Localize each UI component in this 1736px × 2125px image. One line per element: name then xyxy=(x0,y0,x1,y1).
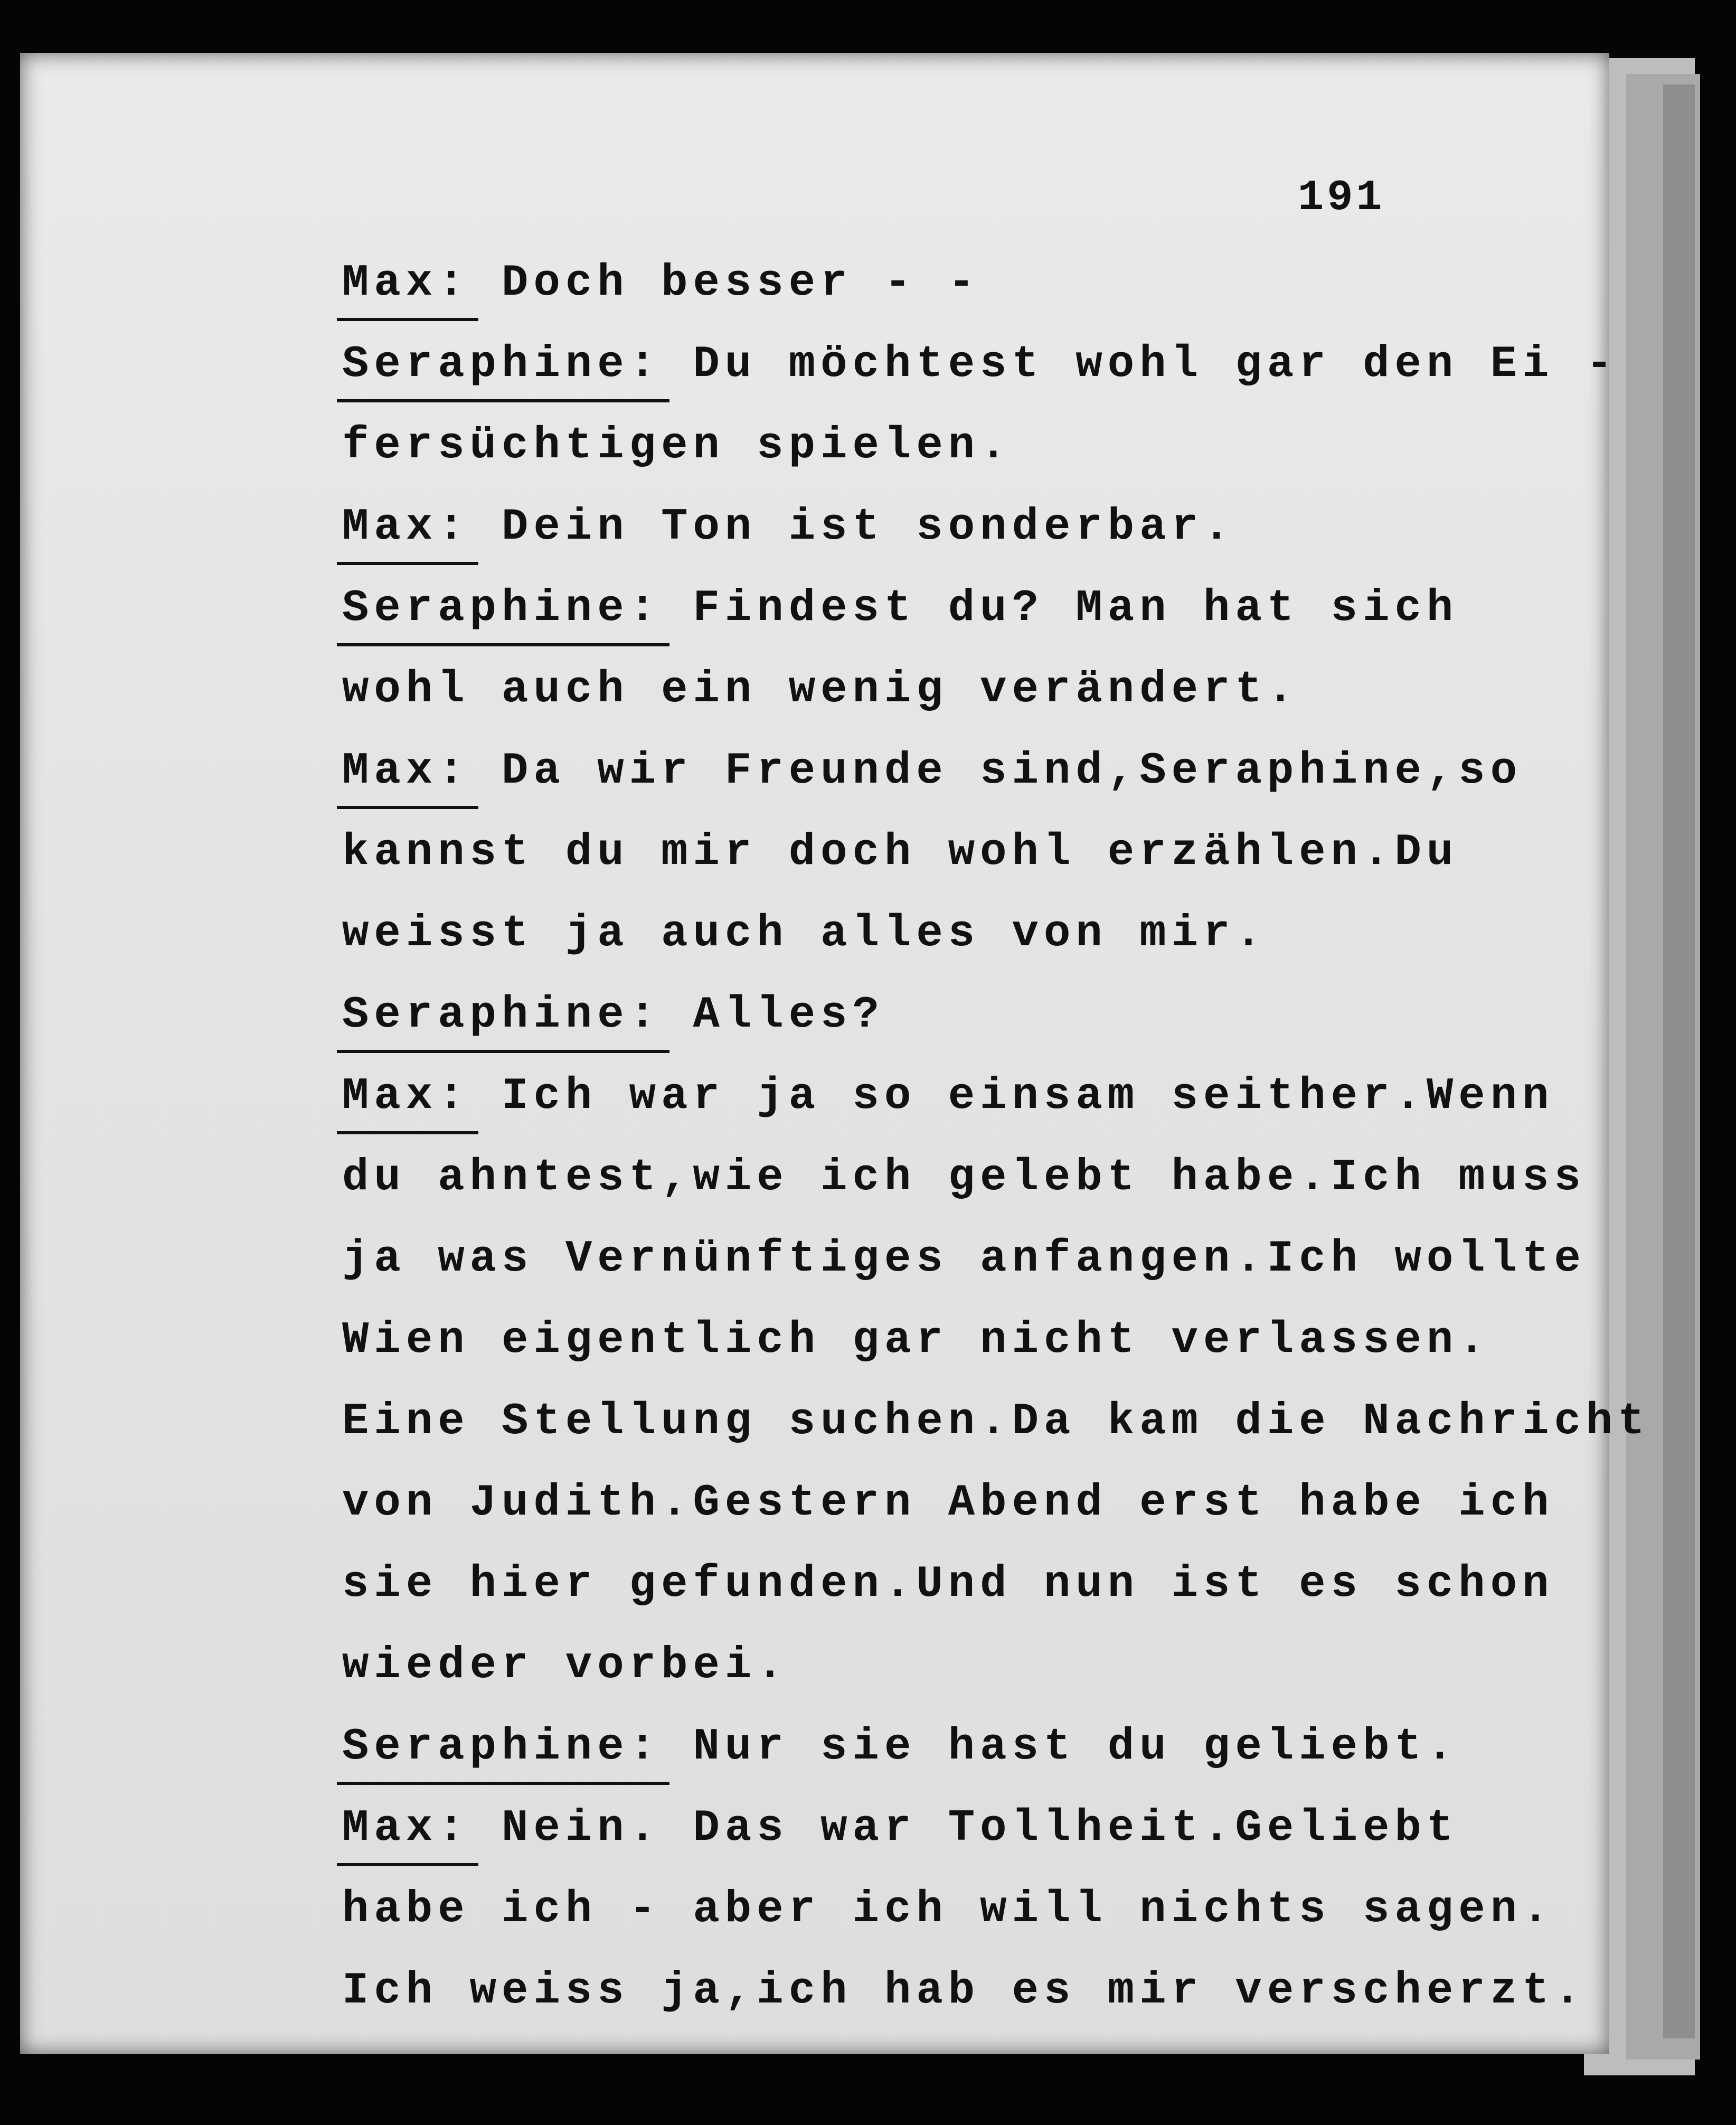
text-line xyxy=(342,975,1530,1056)
text-line xyxy=(342,1056,1554,1137)
line-text: Ich weiss ja,ich hab es mir verscherzt. xyxy=(342,1966,1586,2016)
line-text: du ahntest,wie ich gelebt habe.Ich muss xyxy=(342,1153,1586,1203)
text-line xyxy=(342,731,1530,812)
speaker-label: Max: xyxy=(342,731,470,812)
text-line xyxy=(342,243,1530,324)
speaker-label: Max: xyxy=(342,1056,470,1137)
text-line xyxy=(342,487,1530,568)
line-text: ja was Vernünftiges anfangen.Ich wollte xyxy=(342,1234,1586,1284)
text-line xyxy=(342,568,1530,650)
line-text: Ich war ja so einsam seither.Wenn xyxy=(469,1071,1554,1122)
page-number: 191 xyxy=(1298,173,1385,222)
text-line xyxy=(342,324,1618,406)
text-line xyxy=(342,1544,1554,1625)
line-text: fersüchtigen spielen. xyxy=(342,421,1012,471)
text-line xyxy=(342,650,1530,731)
line-text: Dein Ton ist sonderbar. xyxy=(469,502,1235,552)
speaker-label: Seraphine: xyxy=(342,568,661,650)
line-text: sie hier gefunden.Und nun ist es schon xyxy=(342,1559,1554,1610)
line-text: von Judith.Gestern Abend erst habe ich xyxy=(342,1478,1554,1528)
line-text: Findest du? Man hat sich xyxy=(661,584,1459,634)
speaker-label: Max: xyxy=(342,1788,470,1869)
text-line xyxy=(342,1788,1530,1869)
line-text: habe ich - aber ich will nichts sagen. xyxy=(342,1885,1554,1935)
line-text: Eine Stellung suchen.Da kam die Nachricht xyxy=(342,1397,1650,1447)
text-line xyxy=(342,1381,1650,1463)
text-line xyxy=(342,1951,1586,2032)
line-text: Alles? xyxy=(661,990,884,1040)
text-line xyxy=(342,1707,1530,1788)
line-text: Du möchtest wohl gar den Ei - xyxy=(661,340,1618,390)
text-line xyxy=(342,1463,1554,1544)
line-text: weisst ja auch alles von mir. xyxy=(342,909,1267,959)
text-line xyxy=(342,1219,1586,1300)
speaker-label: Max: xyxy=(342,487,470,568)
speaker-label: Seraphine: xyxy=(342,324,661,406)
line-text: wohl auch ein wenig verändert. xyxy=(342,665,1299,715)
line-text: kannst du mir doch wohl erzählen.Du xyxy=(342,828,1459,878)
speaker-label: Max: xyxy=(342,243,470,324)
dialogue-text xyxy=(342,243,1650,2032)
text-line xyxy=(342,1137,1586,1219)
text-line xyxy=(342,406,1530,487)
line-text: Nein. Das war Tollheit.Geliebt xyxy=(469,1803,1459,1854)
speaker-label: Seraphine: xyxy=(342,1707,661,1788)
line-text: Da wir Freunde sind,Seraphine,so xyxy=(469,746,1523,796)
line-text: Doch besser - - xyxy=(469,258,980,308)
text-line xyxy=(342,1300,1530,1381)
speaker-label: Seraphine: xyxy=(342,975,661,1056)
line-text: wieder vorbei. xyxy=(342,1641,789,1691)
text-line xyxy=(342,1625,1530,1707)
typescript-page xyxy=(20,53,1650,2054)
underlying-sheet xyxy=(1663,84,1695,2038)
text-line xyxy=(342,812,1530,894)
line-text: Wien eigentlich gar nicht verlassen. xyxy=(342,1315,1490,1366)
line-text: Nur sie hast du geliebt. xyxy=(661,1722,1459,1772)
text-line xyxy=(342,1869,1554,1951)
text-line xyxy=(342,894,1530,975)
